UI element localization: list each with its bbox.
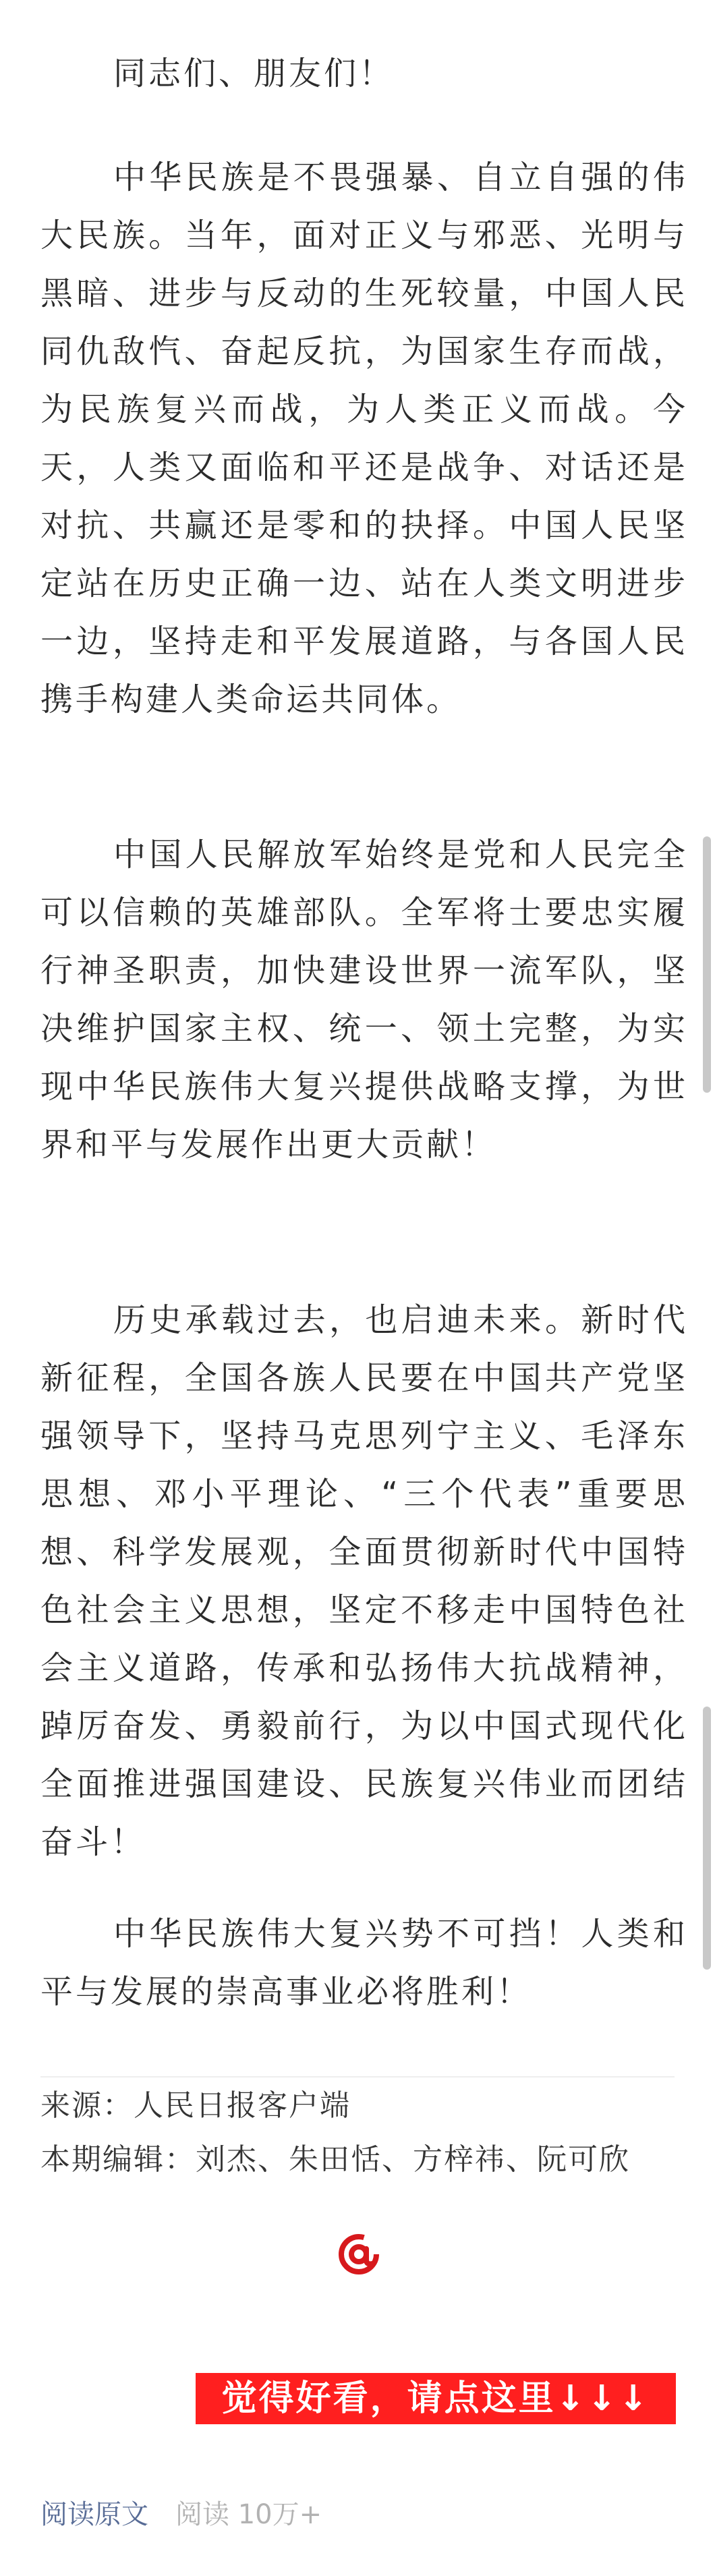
read-count: 阅读 10万+: [175, 2499, 322, 2530]
paragraph-4: 中华民族伟大复兴势不可挡！人类和平与发展的崇高事业必将胜利！: [40, 1915, 688, 2011]
footer-bar: [40, 2496, 322, 2534]
scrollbar-thumb[interactable]: [703, 836, 711, 1093]
at-sign-icon: [337, 2233, 380, 2276]
like-prompt-banner[interactable]: 觉得好看，请点这里↓↓↓: [196, 2373, 676, 2424]
paragraph-1: 中华民族是不畏强暴、自立自强的伟大民族。当年，面对正义与邪恶、光明与黑暗、进步与反动的生死较量，中国人民同仇敌忾、奋起反抗，为国家生存而战，为民族复兴而战，为人类正义而战。今天，人类又面临和平还是战争、对话还是对抗、共赢还是零和的抉择。中国人民坚定站在历史正确一边、站在人类文明进步一边，坚持走和平发展道路，与各国人民携手构建人类命运共同体。: [40, 159, 688, 718]
greeting: 同志们、朋友们！: [113, 55, 395, 92]
editors-line: 本期编辑：刘杰、朱田恬、方梓祎、阮可欣: [40, 2142, 630, 2177]
divider: [40, 2076, 675, 2078]
read-original-link[interactable]: 阅读原文: [40, 2499, 148, 2530]
paragraph-3: 历史承载过去，也启迪未来。新时代新征程，全国各族人民要在中国共产党坚强领导下，坚持马克思列宁主义、毛泽东思想、邓小平理论、“三个代表”重要思想、科学发展观，全面贯彻新时代中国特色社会主义思想，坚定不移走中国特色社会主义道路，传承和弘扬伟大抗战精神，踔厉奋发、勇毅前行，为以中国式现代化全面推进强国建设、民族复兴伟业而团结奋斗！: [40, 1301, 688, 1861]
source-line: 来源：人民日报客户端: [40, 2088, 351, 2123]
paragraph-2: 中国人民解放军始终是党和人民完全可以信赖的英雄部队。全军将士要忠实履行神圣职责，加快建设世界一流军队，坚决维护国家主权、统一、领土完整，为实现中华民族伟大复兴提供战略支撑，为世界和平与发展作出更大贡献！: [40, 836, 688, 1164]
scrollbar-thumb-2[interactable]: [703, 1707, 711, 1970]
